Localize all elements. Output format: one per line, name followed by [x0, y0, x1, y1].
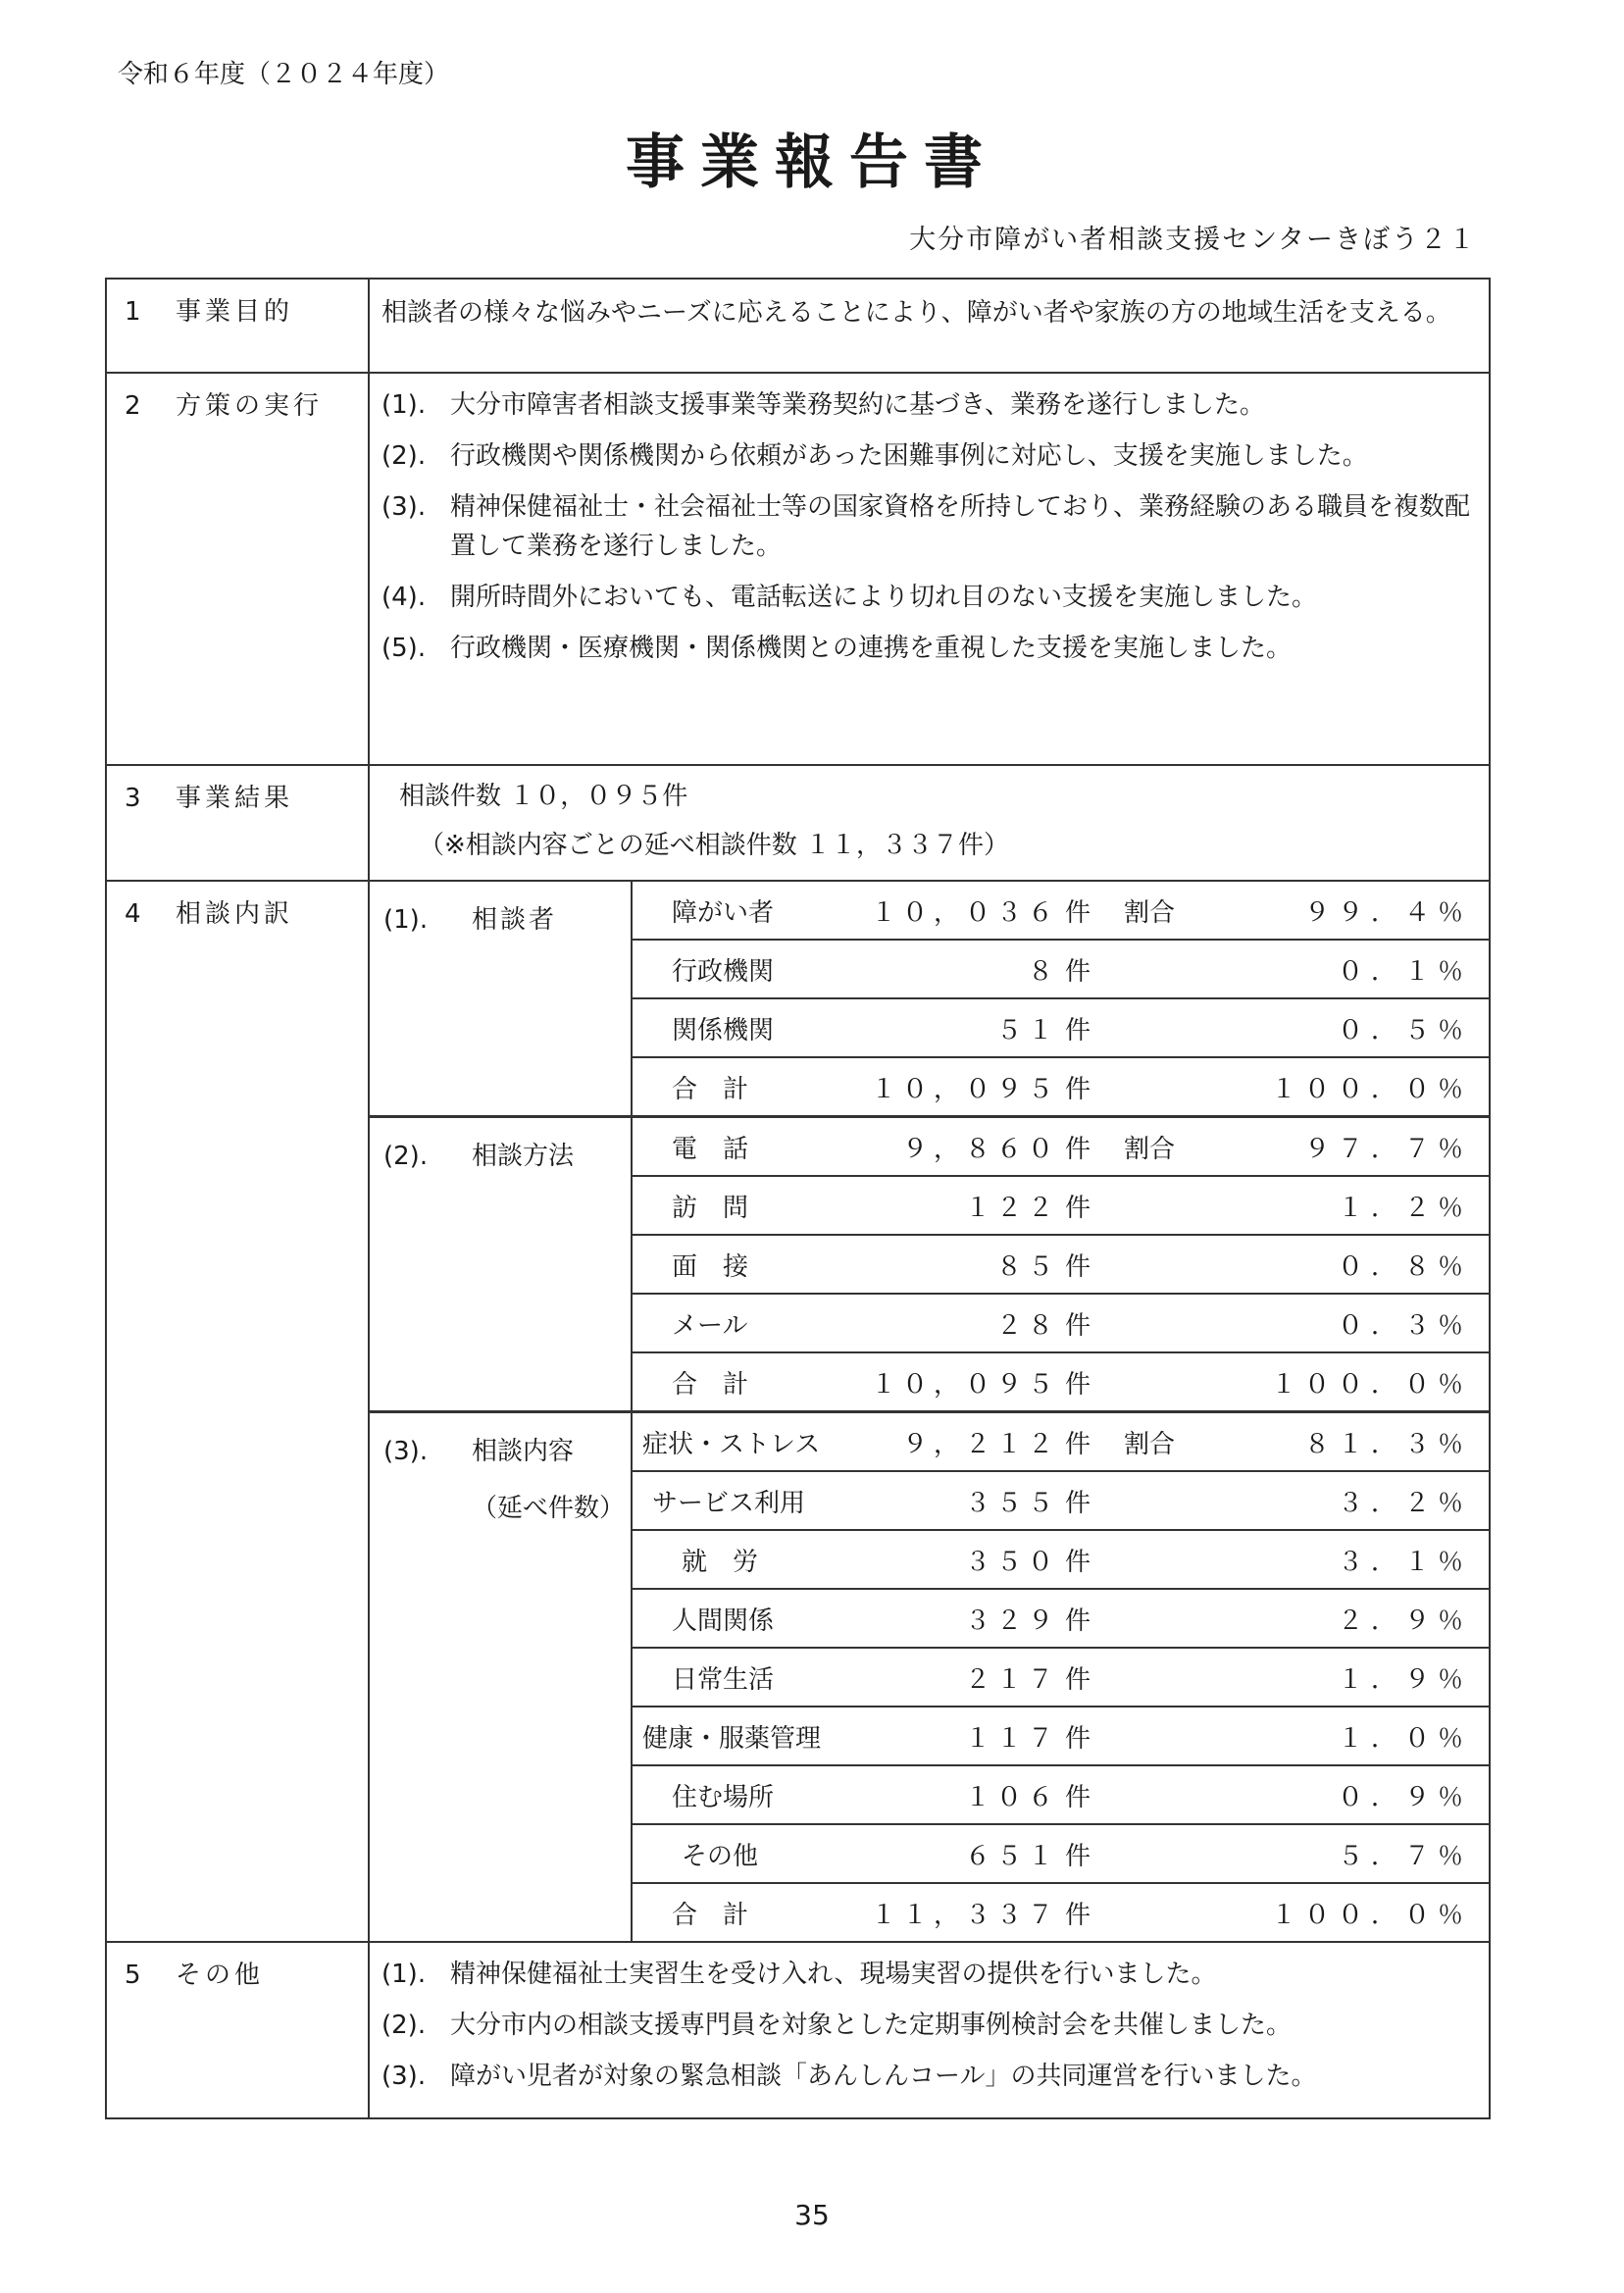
- section-3-heading: [106, 765, 369, 881]
- report-table: [105, 278, 1491, 2119]
- list-item: [381, 2057, 1477, 2096]
- group-name: 相談方法: [472, 1142, 575, 1171]
- row-percent: ８１．３％: [1222, 1412, 1489, 1472]
- total-label: 合 計: [672, 1900, 749, 1930]
- row-label: 訪 問: [632, 1176, 868, 1235]
- row-unit: 件: [1065, 1117, 1124, 1177]
- item-text: 大分市障害者相談支援事業等業務契約に基づき、業務を遂行しました。: [450, 390, 1265, 420]
- row-count: ２８: [868, 1294, 1065, 1352]
- page-number: 35: [794, 2199, 830, 2231]
- section-label: 相談内訳: [176, 899, 294, 929]
- list-item: [381, 2006, 1477, 2045]
- ratio-label: 割合: [1124, 1412, 1222, 1472]
- row-label: 症状・ストレス: [632, 1412, 868, 1472]
- row-unit: 件: [1065, 1824, 1124, 1883]
- item-text: 行政機関・医療機関・関係機関との連携を重視した支援を実施しました。: [450, 634, 1293, 663]
- item-marker: (4).: [381, 583, 427, 612]
- total-count: １０，０９５: [870, 1074, 1059, 1104]
- row-label: 電 話: [632, 1117, 868, 1177]
- organization-name: 大分市障がい者相談支援センターきぼう２１: [909, 225, 1477, 255]
- row-unit: 件: [1065, 1412, 1124, 1472]
- row-percent: ０．３％: [1222, 1294, 1489, 1352]
- row-label: 健康・服薬管理: [632, 1707, 868, 1765]
- group-heading-topics: [370, 1412, 632, 1942]
- cumulative-count-note: （※相談内容ごとの延べ相談件数 １１，３３７件）: [419, 831, 1010, 860]
- row-label: 日常生活: [632, 1648, 868, 1707]
- row-count: ９，８６０: [868, 1117, 1065, 1177]
- row-label: 人間関係: [632, 1589, 868, 1648]
- list-item: [381, 1955, 1477, 1994]
- item-text: 大分市内の相談支援専門員を対象とした定期事例検討会を共催しました。: [450, 2011, 1293, 2040]
- section-3-row: [106, 765, 1490, 881]
- group-name: 相談者: [472, 905, 558, 935]
- section-2-heading: [106, 373, 369, 765]
- row-unit: 件: [1065, 1176, 1124, 1235]
- section-label: その他: [176, 1961, 265, 1990]
- row-label: 障がい者: [632, 882, 868, 940]
- consultation-count: 相談件数 １０，０９５件: [399, 782, 688, 811]
- group-marker: (2).: [383, 1142, 429, 1171]
- row-unit: 件: [1065, 1471, 1124, 1530]
- row-percent: ３．１％: [1222, 1530, 1489, 1589]
- row-count: １０６: [868, 1765, 1065, 1824]
- total-count: １０，０９５: [870, 1369, 1059, 1400]
- row-count: ３５０: [868, 1530, 1065, 1589]
- row-unit: 件: [1065, 1530, 1124, 1589]
- row-label: 行政機関: [632, 940, 868, 998]
- group-marker: (1).: [383, 905, 429, 935]
- row-label: 関係機関: [632, 998, 868, 1057]
- total-label: 合 計: [672, 1074, 749, 1104]
- table-row: [370, 1117, 1489, 1177]
- item-marker: (1).: [381, 1960, 427, 1989]
- section-3-result: [369, 765, 1490, 881]
- section-number: 1: [125, 297, 141, 327]
- section-5-heading: [106, 1942, 369, 2118]
- row-percent: １．９％: [1222, 1648, 1489, 1707]
- item-text: 精神保健福祉士実習生を受け入れ、現場実習の提供を行いました。: [450, 1960, 1217, 1989]
- row-unit: 件: [1065, 1765, 1124, 1824]
- row-count: １１７: [868, 1707, 1065, 1765]
- total-percent: １００．０％: [1270, 1074, 1471, 1104]
- section-5-list: [369, 1942, 1490, 2118]
- section-1-heading: [106, 279, 369, 373]
- row-percent: ０．８％: [1222, 1235, 1489, 1294]
- item-marker: (1).: [381, 390, 427, 420]
- section-number: 2: [125, 391, 141, 421]
- row-count: ２１７: [868, 1648, 1065, 1707]
- row-percent: ３．２％: [1222, 1471, 1489, 1530]
- row-percent: ９７．７％: [1222, 1117, 1489, 1177]
- row-unit: 件: [1065, 1648, 1124, 1707]
- row-unit: 件: [1065, 1235, 1124, 1294]
- item-marker: (5).: [381, 634, 427, 663]
- row-unit: 件: [1065, 998, 1124, 1057]
- row-count: １２２: [868, 1176, 1065, 1235]
- row-unit: 件: [1065, 1589, 1124, 1648]
- row-unit: 件: [1065, 1294, 1124, 1352]
- group-heading-consulters: [370, 882, 632, 1117]
- row-count: ８: [868, 940, 1065, 998]
- section-number: 5: [125, 1961, 141, 1990]
- row-unit: 件: [1065, 1074, 1091, 1104]
- row-count: ６５１: [868, 1824, 1065, 1883]
- row-count: ８５: [868, 1235, 1065, 1294]
- row-percent: ５．７％: [1222, 1824, 1489, 1883]
- row-unit: 件: [1065, 1707, 1124, 1765]
- row-label: サービス利用: [632, 1471, 868, 1530]
- row-count: ５１: [868, 998, 1065, 1057]
- ratio-label: 割合: [1124, 1117, 1222, 1177]
- item-marker: (3).: [381, 2062, 427, 2091]
- item-text: 障がい児者が対象の緊急相談「あんしんコール」の共同運営を行いました。: [450, 2062, 1317, 2091]
- row-percent: ９９．４％: [1222, 882, 1489, 940]
- breakdown-table: [370, 882, 1489, 1941]
- section-1-text: 相談者の様々な悩みやニーズに応えることにより、障がい者や家族の方の地域生活を支える。: [369, 279, 1490, 373]
- section-number: 3: [125, 784, 141, 813]
- section-label: 方策の実行: [176, 391, 324, 421]
- row-percent: ０．９％: [1222, 1765, 1489, 1824]
- row-unit: 件: [1065, 1900, 1091, 1930]
- section-4-row: [106, 881, 1490, 1942]
- section-5-row: [106, 1942, 1490, 2118]
- row-percent: １．０％: [1222, 1707, 1489, 1765]
- group-name: 相談内容: [472, 1437, 575, 1466]
- list-item: [381, 578, 1477, 617]
- row-label: メール: [632, 1294, 868, 1352]
- list-item: [381, 487, 1477, 566]
- consultation-breakdown: [369, 881, 1490, 1942]
- page-title: 事業報告書: [626, 128, 998, 197]
- list-item: [381, 385, 1477, 425]
- row-label: その他: [632, 1824, 868, 1883]
- total-percent: １００．０％: [1270, 1369, 1471, 1400]
- section-2-list: [369, 373, 1490, 765]
- section-2-row: [106, 373, 1490, 765]
- item-marker: (3).: [381, 492, 427, 522]
- group-marker: (3).: [383, 1437, 429, 1466]
- row-count: １０，０３６: [868, 882, 1065, 940]
- fiscal-year: 令和６年度（２０２４年度）: [118, 60, 450, 89]
- item-text: 開所時間外においても、電話転送により切れ目のない支援を実施しました。: [450, 583, 1318, 612]
- row-percent: １．２％: [1222, 1176, 1489, 1235]
- item-marker: (2).: [381, 2011, 427, 2040]
- group-subtitle: （延べ件数）: [472, 1494, 626, 1523]
- row-label: 住む場所: [632, 1765, 868, 1824]
- section-4-heading: [106, 881, 369, 1942]
- row-count: ３５５: [868, 1471, 1065, 1530]
- table-row: [370, 882, 1489, 940]
- total-label: 合 計: [672, 1369, 749, 1400]
- row-percent: ０．５％: [1222, 998, 1489, 1057]
- item-text: 精神保健福祉士・社会福祉士等の国家資格を所持しており、業務経験のある職員を複数配置して業務を遂行しました。: [450, 492, 1471, 561]
- section-1-row: [106, 279, 1490, 373]
- row-label: 就 労: [632, 1530, 868, 1589]
- ratio-label: 割合: [1124, 882, 1222, 940]
- row-count: ３２９: [868, 1589, 1065, 1648]
- list-item: [381, 629, 1477, 668]
- row-label: 面 接: [632, 1235, 868, 1294]
- row-unit: 件: [1065, 882, 1124, 940]
- section-number: 4: [125, 899, 141, 929]
- item-text: 行政機関や関係機関から依頼があった困難事例に対応し、支援を実施しました。: [450, 441, 1368, 471]
- list-item: [381, 436, 1477, 476]
- row-unit: 件: [1065, 1369, 1091, 1400]
- group-heading-methods: [370, 1117, 632, 1412]
- table-row: [370, 1412, 1489, 1472]
- item-marker: (2).: [381, 441, 427, 471]
- row-count: ９，２１２: [868, 1412, 1065, 1472]
- row-percent: ２．９％: [1222, 1589, 1489, 1648]
- section-label: 事業結果: [176, 784, 294, 813]
- row-unit: 件: [1065, 940, 1124, 998]
- section-label: 事業目的: [176, 297, 294, 327]
- total-count: １１，３３７: [870, 1900, 1059, 1930]
- total-percent: １００．０％: [1270, 1900, 1471, 1930]
- row-percent: ０．１％: [1222, 940, 1489, 998]
